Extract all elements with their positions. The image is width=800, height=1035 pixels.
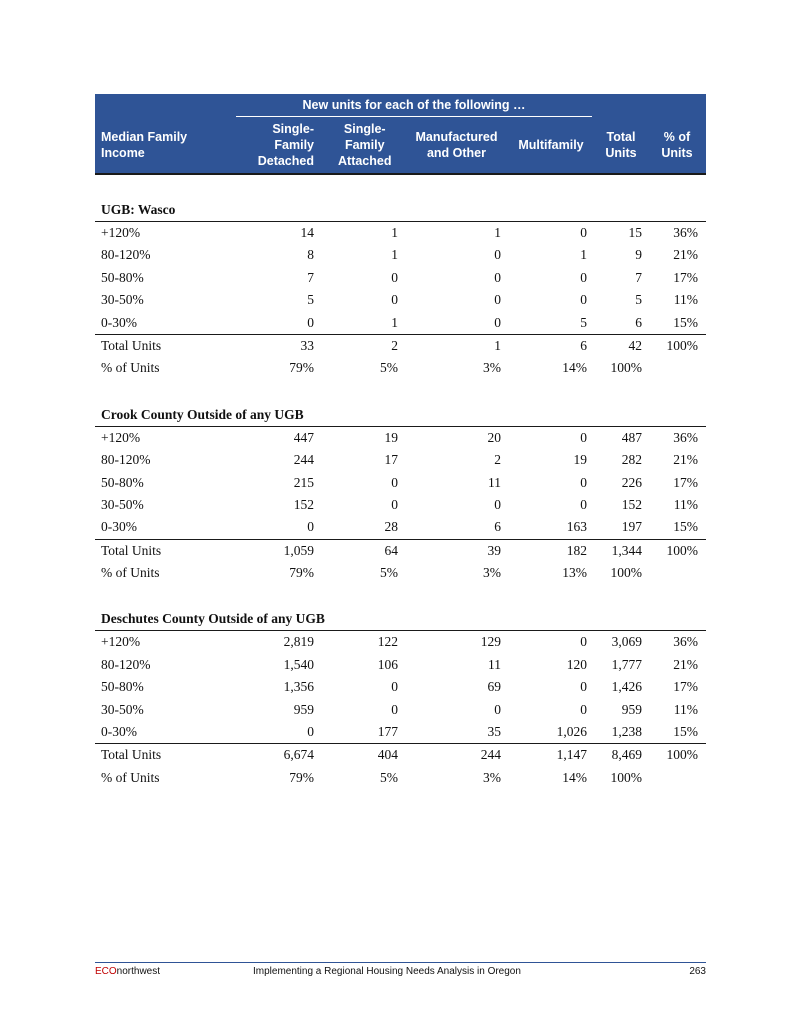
table-cell: 15% [673, 519, 698, 535]
row-label: 30-50% [101, 496, 144, 512]
table-cell: 0 [494, 701, 501, 717]
table-row [95, 699, 706, 721]
table-row [95, 654, 706, 676]
table-cell: 7 [635, 269, 642, 285]
table-cell: 15% [673, 314, 698, 330]
table-cell: 0 [494, 247, 501, 263]
table-cell: 17% [673, 474, 698, 490]
table-cell: 1,540 [283, 656, 314, 672]
table-cell: 0 [580, 474, 587, 490]
page-footer [95, 962, 706, 977]
table-cell: 20 [487, 429, 501, 445]
brand-eco: ECO [95, 966, 117, 977]
table-cell: 1,026 [556, 724, 587, 740]
table-cell: 69 [487, 679, 501, 695]
table-cell: 14% [562, 360, 587, 376]
table-cell: 0 [494, 496, 501, 512]
percent-row [95, 357, 706, 379]
table-row [95, 721, 706, 743]
table-body [95, 199, 706, 789]
table-cell: 17% [673, 269, 698, 285]
table-cell: 36% [673, 225, 698, 240]
row-label: 30-50% [101, 292, 144, 308]
table-cell: 1 [391, 314, 398, 330]
table-cell: 0 [391, 474, 398, 490]
row-label: 0-30% [101, 314, 137, 330]
table-cell: 5% [380, 565, 398, 581]
row-label: 50-80% [101, 269, 144, 285]
table-cell: 959 [293, 701, 314, 717]
table-cell: 5% [380, 769, 398, 785]
table-cell: 79% [289, 565, 314, 581]
table-cell: 0 [391, 679, 398, 695]
table-cell: 0 [580, 496, 587, 512]
section-title: Deschutes County Outside of any UGB [95, 608, 706, 631]
total-row [95, 539, 706, 562]
table-cell: 1,344 [611, 542, 642, 558]
table-cell: 1,356 [283, 679, 314, 695]
table-cell: 0 [580, 225, 587, 240]
table-cell: 21% [673, 656, 698, 672]
table-cell: 36% [673, 429, 698, 445]
table-cell: 13% [562, 565, 587, 581]
percent-row [95, 767, 706, 789]
table-cell: 282 [621, 452, 642, 468]
table-cell: 0 [391, 269, 398, 285]
brand-rest: northwest [116, 966, 161, 977]
table-cell: 1,426 [611, 679, 642, 695]
table-cell: 5 [580, 314, 587, 330]
table-cell: 244 [293, 452, 314, 468]
table-cell: 0 [580, 292, 587, 308]
table-row [95, 427, 706, 449]
col-header-income: Median Family Income [101, 130, 188, 160]
table-cell: 152 [621, 496, 642, 512]
table-cell: 35 [487, 724, 501, 740]
table-cell: 21% [673, 452, 698, 468]
table-cell: 0 [580, 634, 587, 650]
table-cell: 39 [487, 542, 501, 558]
table-cell: 79% [289, 360, 314, 376]
footer-title: Implementing a Regional Housing Needs Analysis in Oregon [253, 966, 521, 977]
row-label: % of Units [101, 769, 160, 785]
table-row [95, 244, 706, 266]
table-cell: 177 [377, 724, 398, 740]
row-label: 50-80% [101, 679, 144, 695]
table-cell: 129 [480, 634, 501, 650]
table-cell: 182 [566, 542, 587, 558]
table-cell: 0 [580, 429, 587, 445]
row-label: +120% [101, 634, 141, 650]
table-row [95, 676, 706, 698]
table-cell: 9 [635, 247, 642, 263]
col-header-sf-attached: Single- Family Attached [338, 122, 392, 168]
table-cell: 5 [635, 292, 642, 308]
table-cell: 8,469 [611, 747, 642, 763]
table-row [95, 312, 706, 334]
table-cell: 6 [580, 337, 587, 353]
row-label: Total Units [101, 542, 162, 558]
table-cell: 197 [621, 519, 642, 535]
table-cell: 1,238 [611, 724, 642, 740]
section-title: Crook County Outside of any UGB [95, 404, 706, 427]
table-cell: 28 [384, 519, 398, 535]
table-cell: 0 [307, 519, 314, 535]
table-cell: 100% [666, 747, 698, 763]
table-cell: 100% [666, 542, 698, 558]
row-label: Total Units [101, 337, 162, 353]
table-row [95, 289, 706, 311]
table-cell: 1 [494, 225, 501, 240]
table-cell: 79% [289, 769, 314, 785]
col-header-pct-units: % of Units [661, 130, 693, 160]
table-cell: 19 [573, 452, 587, 468]
table-cell: 0 [494, 269, 501, 285]
table-cell: 6 [494, 519, 501, 535]
table-cell: 100% [666, 337, 698, 353]
table-cell: 0 [391, 496, 398, 512]
table-cell: 11% [673, 496, 698, 512]
table-cell: 100% [610, 565, 642, 581]
table-cell: 6 [635, 314, 642, 330]
table-cell: 2 [494, 452, 501, 468]
table-cell: 447 [293, 429, 314, 445]
col-header-sf-detached: Single- Family Detached [257, 122, 314, 168]
row-label: 80-120% [101, 452, 151, 468]
table-cell: 404 [377, 747, 398, 763]
table-header [95, 94, 706, 175]
table-cell: 106 [377, 656, 398, 672]
table-cell: 17 [384, 452, 398, 468]
table-cell: 100% [610, 769, 642, 785]
table-cell: 0 [580, 269, 587, 285]
table-row [95, 449, 706, 471]
table-cell: 0 [391, 292, 398, 308]
table-cell: 122 [377, 634, 398, 650]
table-cell: 14% [562, 769, 587, 785]
row-label: % of Units [101, 360, 160, 376]
col-header-total-units: Total Units [605, 130, 637, 160]
table-row [95, 631, 706, 653]
table-cell: 21% [673, 247, 698, 263]
table-cell: 959 [621, 701, 642, 717]
table-cell: 0 [494, 292, 501, 308]
table-cell: 215 [293, 474, 314, 490]
table-cell: 163 [566, 519, 587, 535]
percent-row [95, 562, 706, 584]
table-cell: 0 [580, 679, 587, 695]
table-cell: 6,674 [283, 747, 314, 763]
table-cell: 0 [391, 701, 398, 717]
table-cell: 3% [483, 360, 501, 376]
row-label: 80-120% [101, 247, 151, 263]
table-row [95, 222, 706, 244]
table-cell: 100% [610, 360, 642, 376]
table-cell: 15 [628, 225, 642, 240]
col-header-multifamily: Multifamily [518, 138, 584, 152]
housing-units-table [95, 94, 706, 789]
table-cell: 5% [380, 360, 398, 376]
row-label: 50-80% [101, 474, 144, 490]
table-cell: 11% [673, 292, 698, 308]
group-title-rule [236, 116, 592, 117]
table-cell: 64 [384, 542, 398, 558]
table-cell: 120 [566, 656, 587, 672]
row-label: 0-30% [101, 519, 137, 535]
table-cell: 36% [673, 634, 698, 650]
table-cell: 487 [621, 429, 642, 445]
table-cell: 1 [494, 337, 501, 353]
table-cell: 17% [673, 679, 698, 695]
table-cell: 15% [673, 724, 698, 740]
table-cell: 5 [307, 292, 314, 308]
row-label: 30-50% [101, 701, 144, 717]
table-cell: 33 [300, 337, 314, 353]
row-label: 80-120% [101, 656, 151, 672]
table-cell: 11% [673, 701, 698, 717]
row-label: 0-30% [101, 724, 137, 740]
table-cell: 8 [307, 247, 314, 263]
table-cell: 11 [488, 656, 501, 672]
table-cell: 11 [488, 474, 501, 490]
table-cell: 1 [391, 225, 398, 240]
table-cell: 1 [580, 247, 587, 263]
table-cell: 42 [628, 337, 642, 353]
row-label: +120% [101, 429, 141, 445]
table-cell: 0 [307, 724, 314, 740]
section-title: UGB: Wasco [95, 199, 706, 222]
total-row [95, 334, 706, 357]
brand-name [95, 966, 160, 977]
table-cell: 0 [307, 314, 314, 330]
table-cell: 19 [384, 429, 398, 445]
table-cell: 1,777 [611, 656, 642, 672]
col-header-manufactured: Manufactured and Other [415, 130, 498, 160]
table-row [95, 494, 706, 516]
table-cell: 0 [580, 701, 587, 717]
table-cell: 1,147 [556, 747, 587, 763]
table-cell: 1 [391, 247, 398, 263]
table-cell: 2,819 [283, 634, 314, 650]
table-row [95, 472, 706, 494]
row-label: Total Units [101, 747, 162, 763]
table-cell: 7 [307, 269, 314, 285]
table-cell: 3% [483, 565, 501, 581]
table-row [95, 267, 706, 289]
table-cell: 226 [621, 474, 642, 490]
row-label: +120% [101, 225, 141, 240]
table-row [95, 516, 706, 538]
table-cell: 1,059 [283, 542, 314, 558]
table-cell: 3,069 [611, 634, 642, 650]
table-cell: 244 [480, 747, 501, 763]
group-title: New units for each of the following … [302, 98, 526, 112]
total-row [95, 743, 706, 766]
table-cell: 152 [293, 496, 314, 512]
row-label: % of Units [101, 565, 160, 581]
page-number: 263 [689, 966, 706, 977]
table-cell: 0 [494, 314, 501, 330]
table-cell: 3% [483, 769, 501, 785]
table-cell: 2 [391, 337, 398, 353]
table-cell: 14 [300, 225, 314, 240]
